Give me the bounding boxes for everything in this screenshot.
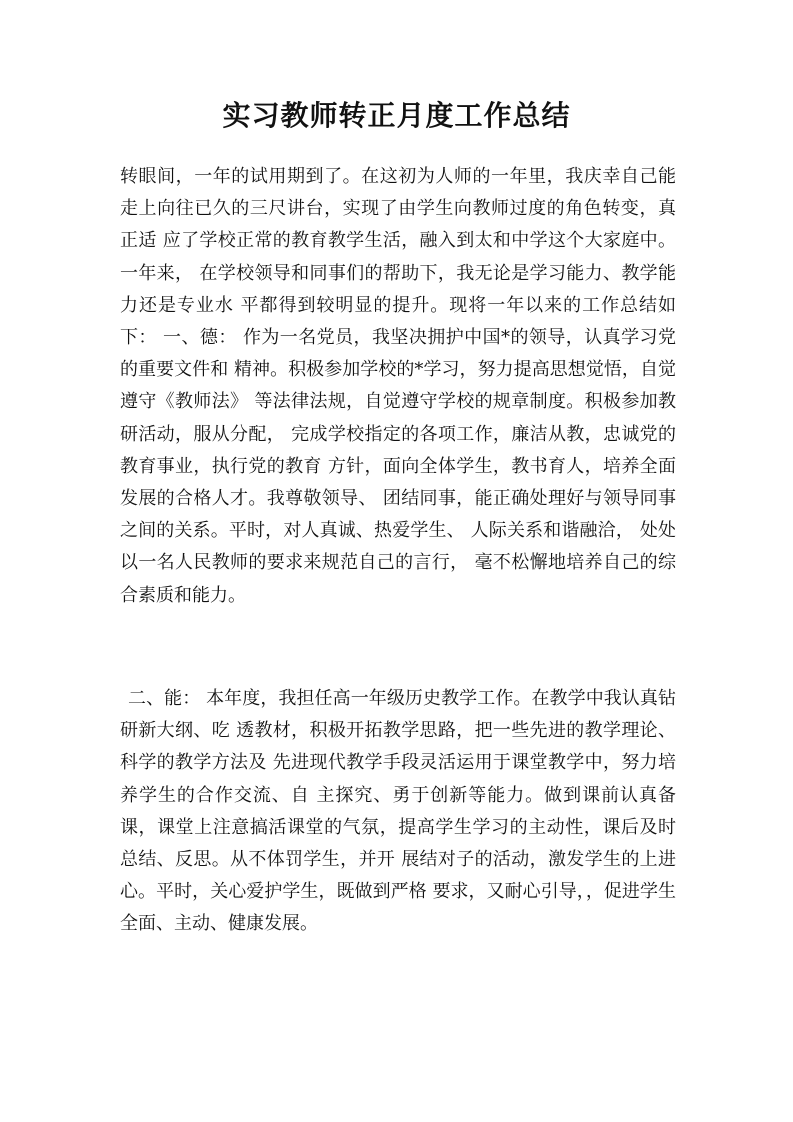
paragraph-ability: 二、能： 本年度，我担任高一年级历史教学工作。在教学中我认真钻研新大纲、吃 透教材，积极开拓教学思路，把一些先进的教学理论、科学的教学方法及 先进现代教学手段灵活运用于课堂教学中，努力培养学生的合作交流、自 主探究、勇于创新等能力。做到课前认真备课，课堂上注意搞活课堂的气氛，提高学生学习的主动性，课后及时总结、反思。从不体罚学生，并开 展结对子的活动，激发学生的上进心。平时，关心爱护学生，既做到严格 要求，又耐心引导，，促进学生全面、主动、健康发展。 [120, 688, 676, 935]
paragraph-morality: 转眼间，一年的试用期到了。在这初为人师的一年里，我庆幸自己能 走上向往已久的三尺讲台，实现了由学生向教师过度的角色转变，真正适 应了学校正常的教育教学生活，融入到太和中学这个大家庭中。一年来， 在学校领导和同事们的帮助下，我无论是学习能力、教学能力还是专业水 平都得到较明显的提升。现将一年以来的工作总结如下： 一、德： 作为一名党员，我坚决拥护中国*的领导，认真学习党的重要文件和 精神。积极参加学校的*学习，努力提高思想觉悟，自觉遵守《教师法》 等法律法规，自觉遵守学校的规章制度。积极参加教研活动，服从分配， 完成学校指定的各项工作，廉洁从教，忠诚党的教育事业，执行党的教育 方针，面向全体学生，教书育人，培养全面发展的合格人才。我尊敬领导、 团结同事，能正确处理好与领导同事之间的关系。平时，对人真诚、热爱学生、 人际关系和谐融洽， 处处以一名人民教师的要求来规范自己的言行， 毫不松懈地培养自己的综合素质和能力。 [120, 166, 676, 606]
document-title: 实习教师转正月度工作总结 [222, 99, 571, 132]
